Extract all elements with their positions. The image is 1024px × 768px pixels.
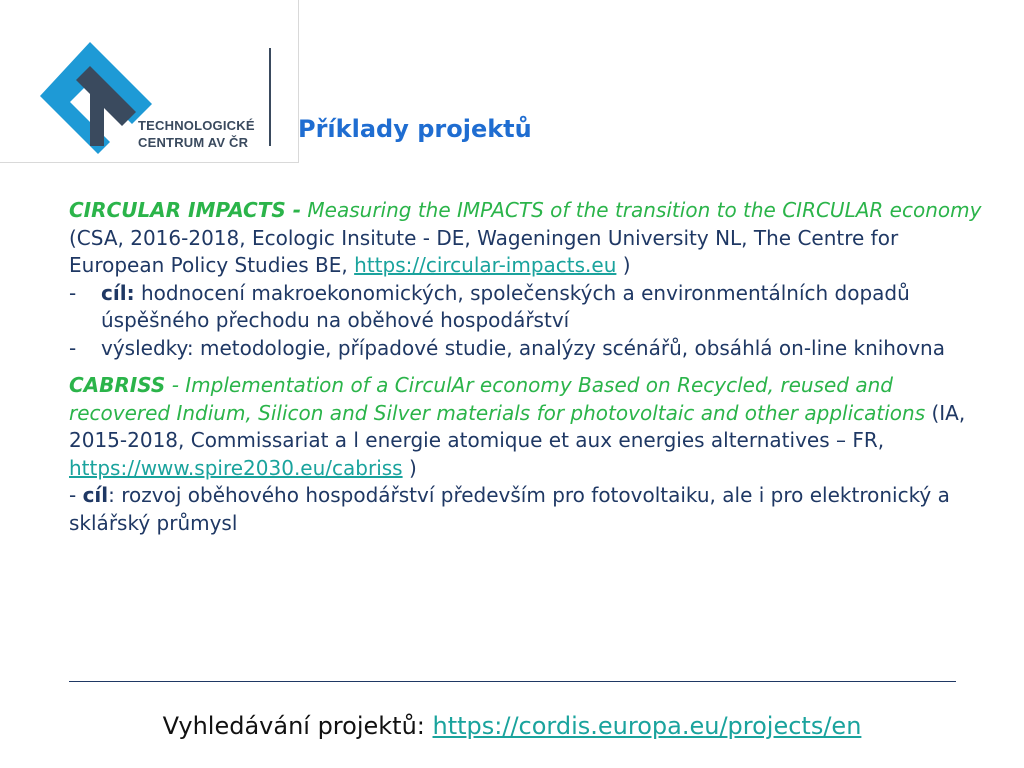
project-subtitle: Measuring the IMPACTS of the transition to the CIRCULAR economy [307, 198, 982, 222]
bullet-text: výsledky: metodologie, případové studie, analýzy scénářů, obsáhlá on-line knihovna [101, 335, 945, 360]
project-subtitle: - Implementation of a CirculAr economy Based on Recycled, reused and recovered Indium, Silicon and Silver materials for photovoltaic and other applications [69, 373, 926, 425]
page-title: Příklady projektů [298, 115, 532, 143]
logo-line-1: TECHNOLOGICKÉ [138, 118, 255, 133]
cabriss-goal [69, 482, 999, 537]
project-list [69, 197, 999, 537]
logo-panel [0, 0, 299, 163]
logo-line-2: CENTRUM AV ČR [138, 135, 249, 150]
project-title [69, 373, 925, 425]
project-circular-impacts [69, 197, 999, 280]
bullet-dash: - [69, 280, 77, 305]
search-label: Vyhledávání projektů: [162, 712, 425, 740]
project-cabriss [69, 372, 999, 482]
goal-label: cíl [82, 483, 109, 507]
cordis-link[interactable]: https://cordis.europa.eu/projects/en [432, 712, 862, 740]
project-link[interactable]: https://circular-impacts.eu [354, 253, 617, 277]
project-details-end: ) [408, 455, 417, 480]
project-link[interactable]: https://www.spire2030.eu/cabriss [69, 455, 403, 480]
goal-text: : rozvoj oběhového hospodářství především pro fotovoltaiku, ale i pro elektronický a sklářský průmysl [69, 483, 950, 535]
bullet-goal [69, 280, 999, 335]
tc-logo-icon [40, 42, 152, 154]
logo-wordmark [138, 117, 255, 151]
bullet-label: cíl: [101, 280, 135, 305]
footer-divider [69, 681, 956, 682]
bullet-text: hodnocení makroekonomických, společenských a environmentálních dopadů úspěšného přechodu na oběhové hospodářství [101, 280, 910, 332]
project-acronym: CIRCULAR IMPACTS - [69, 198, 302, 222]
bullet-results [69, 335, 999, 363]
logo-divider [269, 48, 271, 146]
project-title [69, 198, 981, 222]
project-details: (IA, 2015-2018, Commissariat a l energie atomique et aux energies alternatives – FR, [69, 400, 966, 452]
goal-dash: - [69, 483, 77, 507]
bullet-dash: - [69, 335, 77, 360]
project-acronym: CABRISS [69, 373, 166, 397]
project-details: (CSA, 2016-2018, Ecologic Insitute - DE, Wageningen University NL, The Centre for European Policy Studies BE, [69, 225, 899, 277]
project-search-footer [0, 712, 1024, 740]
project-details-end: ) [622, 253, 631, 277]
